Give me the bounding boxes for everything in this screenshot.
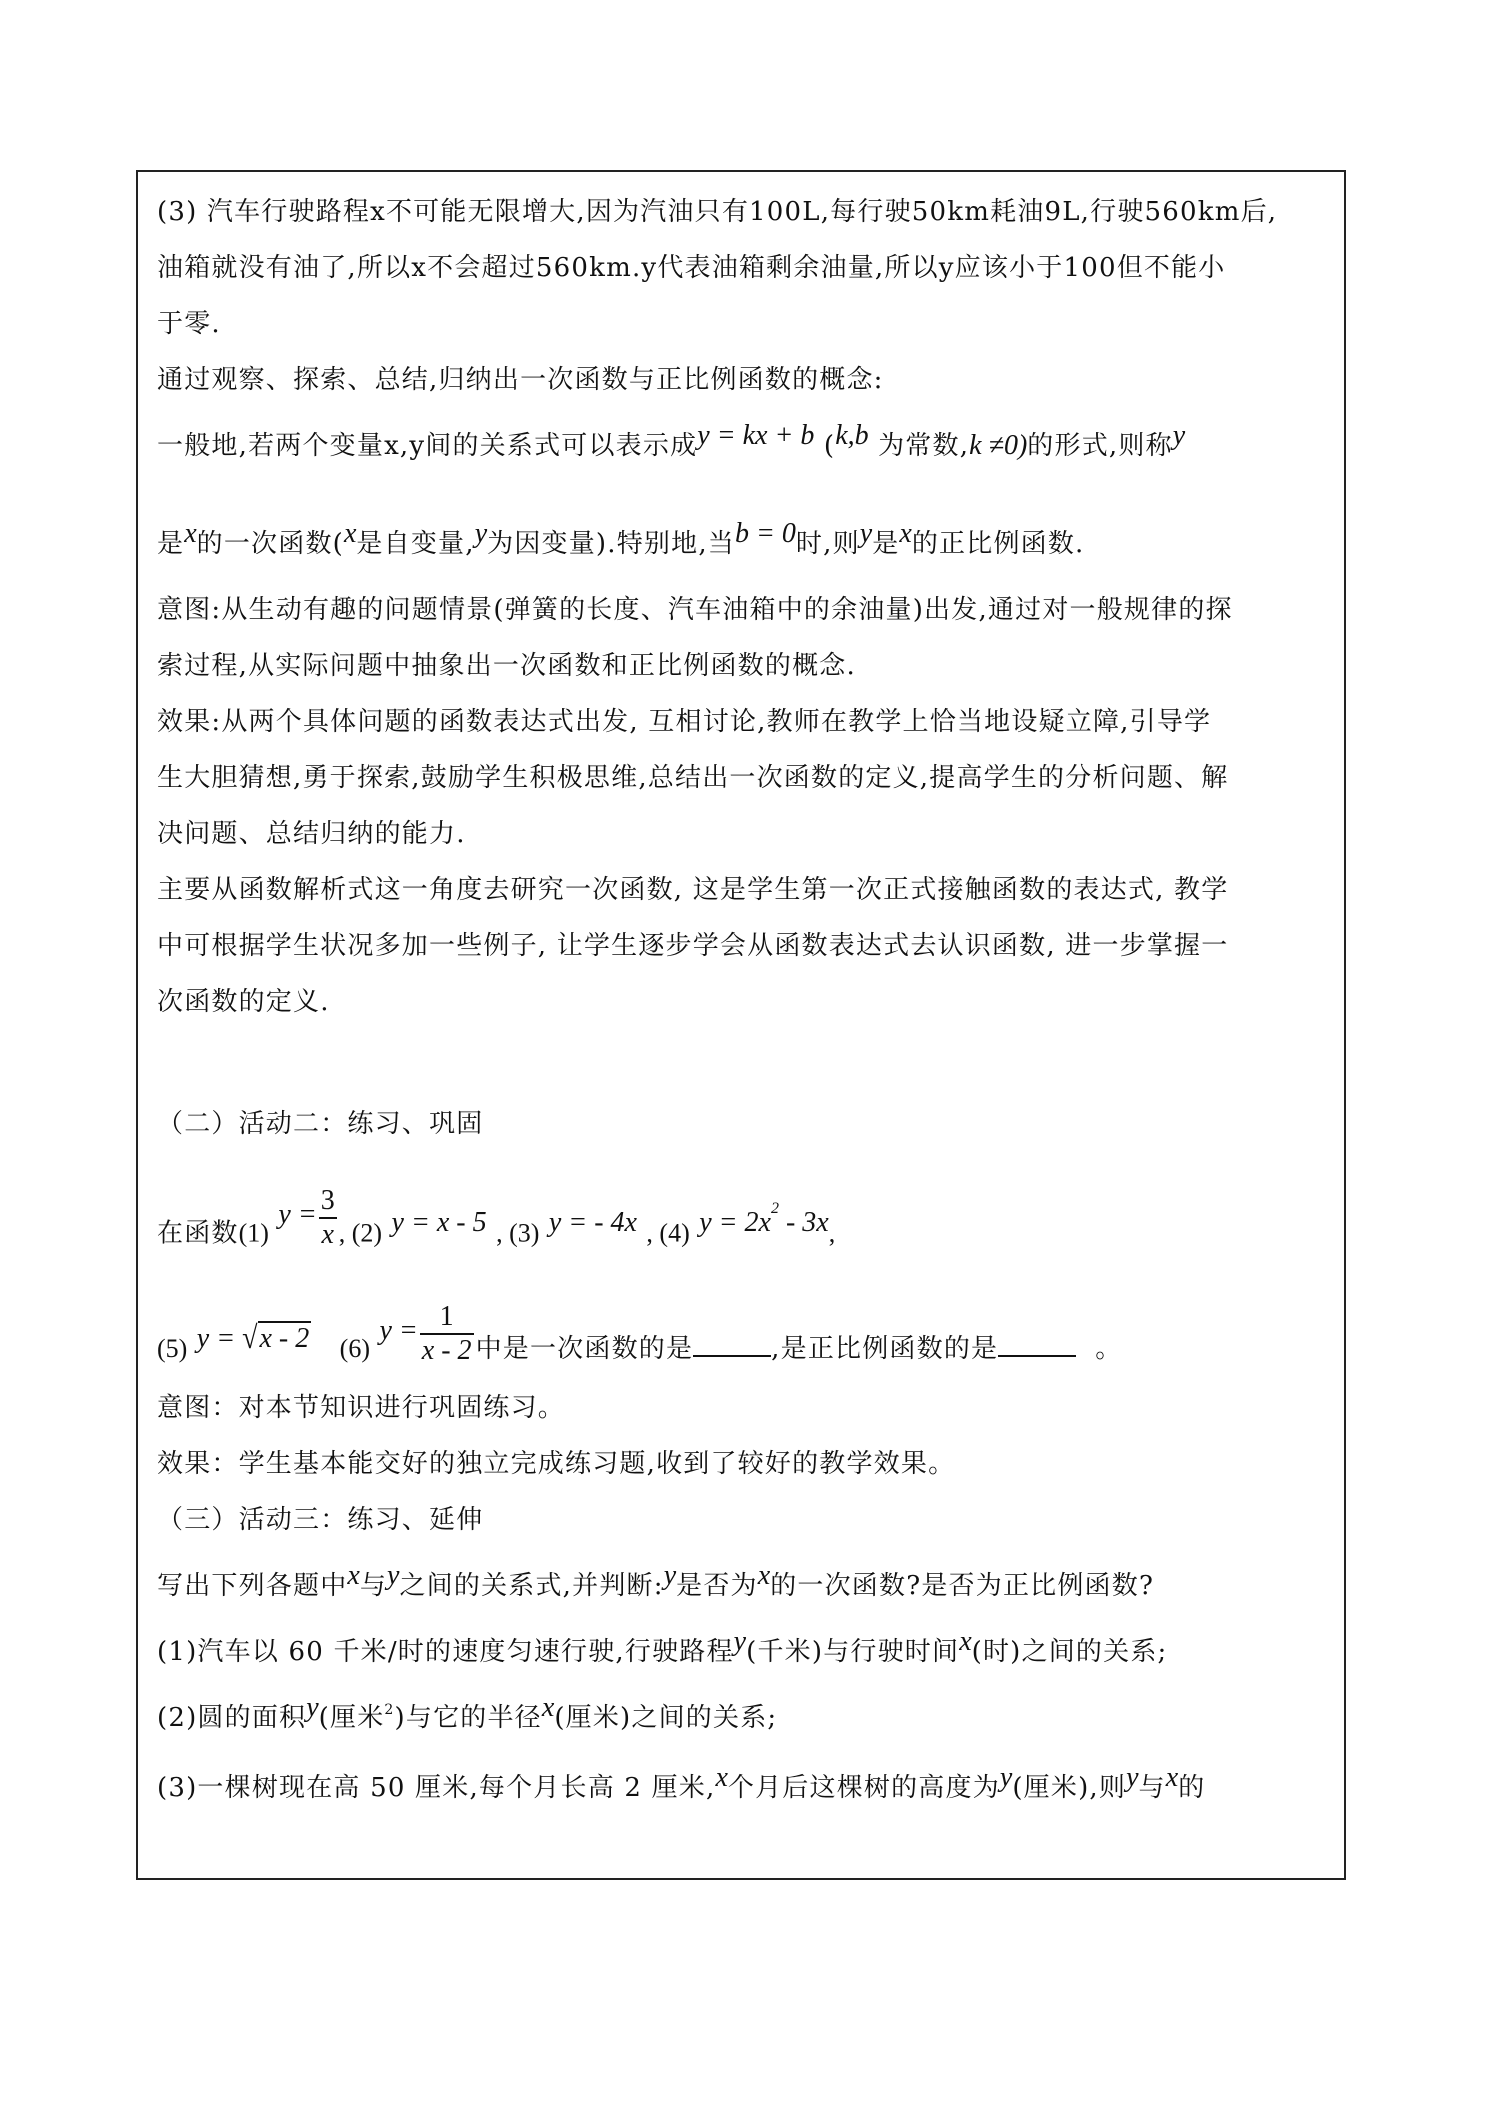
effect-line: 决问题、总结归纳的能力. xyxy=(157,819,466,849)
item-index: , (2) xyxy=(338,1218,383,1248)
text: 是 xyxy=(872,529,900,559)
var-x: x xyxy=(541,1692,555,1723)
text: 为因变量).特别地,当 xyxy=(487,529,735,559)
formula-4-exponent: 2 xyxy=(770,1200,779,1217)
exercise-1 xyxy=(157,1626,1328,1672)
text: 与 xyxy=(359,1571,388,1601)
text: , xyxy=(828,1218,836,1248)
exercise-3 xyxy=(157,1762,1328,1808)
formula-1-fraction xyxy=(319,1185,337,1251)
activity-3-title: （三）活动三：练习、延伸 xyxy=(157,1505,484,1535)
formula-k-nonzero: k ≠0) xyxy=(969,430,1028,461)
text: 之间的关系式,并判断: xyxy=(399,1571,664,1601)
fraction-denominator: x - 2 xyxy=(421,1335,472,1366)
formula-1-lhs: y = xyxy=(278,1199,317,1231)
exercise-2 xyxy=(157,1692,1328,1742)
activity-2-title: （二）活动二：练习、巩固 xyxy=(157,1109,484,1139)
text: 是 xyxy=(157,529,185,559)
formula-4-part: - 3x xyxy=(778,1207,829,1239)
paragraph-line: 于零. xyxy=(157,309,221,339)
item-index: , (3) xyxy=(496,1218,540,1248)
note-line: 主要从函数解析式这一角度去研究一次函数, 这是学生第一次正式接触函数的表达式, 教学 xyxy=(157,875,1229,905)
item-index: (1) xyxy=(238,1218,269,1248)
text: 写出下列各题中 xyxy=(157,1571,348,1601)
lesson-table-cell xyxy=(136,170,1346,1880)
text: 的正比例函数. xyxy=(911,529,1085,559)
note-line: 次函数的定义. xyxy=(157,987,330,1017)
exercise-functions-line-1 xyxy=(157,1178,1328,1256)
radical-sign: √ xyxy=(242,1320,258,1357)
text: 与 xyxy=(1138,1773,1166,1803)
text: 。 xyxy=(1095,1334,1123,1364)
formula-2: y = x - 5 xyxy=(391,1207,487,1239)
var-x: x xyxy=(715,1762,728,1793)
var-x: x xyxy=(184,518,197,549)
text: (1)汽车以 60 千米/时的速度匀速行驶,行驶路程 xyxy=(157,1637,734,1667)
paragraph-line: 油箱就没有油了,所以x不会超过560km.y代表油箱剩余油量,所以y应该小于100但不能小 xyxy=(157,253,1226,283)
var-y: y xyxy=(999,1762,1013,1793)
concept-intro: 通过观察、探索、总结,归纳出一次函数与正比例函数的概念: xyxy=(157,365,884,395)
exercise-functions-line-2 xyxy=(157,1300,1328,1378)
text: 的 xyxy=(1178,1773,1206,1803)
superscript: 2 xyxy=(384,1702,395,1718)
text: 是自变量, xyxy=(356,529,475,559)
var-y: y xyxy=(733,1626,747,1657)
answer-blank[interactable] xyxy=(998,1329,1076,1357)
item-index: , (4) xyxy=(646,1218,690,1248)
var-y: y xyxy=(1172,420,1186,451)
var-x: x xyxy=(347,1560,360,1591)
text: 为常数, xyxy=(878,431,970,461)
formula-4 xyxy=(699,1200,829,1239)
text: 时,则 xyxy=(795,529,860,559)
var-y: y xyxy=(663,1560,677,1591)
text: 的一次函数?是否为正比例函数? xyxy=(770,1571,1155,1601)
text: 是否为 xyxy=(676,1571,758,1601)
var-y: y xyxy=(387,1560,400,1591)
paragraph-line: (3) 汽车行驶路程x不可能无限增大,因为汽油只有100L,每行驶50km耗油9L,行驶560km后, xyxy=(157,197,1278,227)
item-index: (6) xyxy=(339,1334,370,1363)
text: 的一次函数( xyxy=(196,529,344,559)
lesson-content xyxy=(157,192,1328,1808)
text: 中是一次函数的是 xyxy=(475,1334,694,1364)
formula-4-part: y = 2x xyxy=(699,1207,771,1239)
text: 的形式,则称 xyxy=(1027,431,1173,461)
text: (厘米)之间的关系; xyxy=(554,1703,778,1733)
var-x: x xyxy=(757,1560,771,1591)
text: 在函数 xyxy=(157,1218,239,1249)
var-x: x xyxy=(899,518,912,549)
definition-line-1 xyxy=(157,420,1328,466)
item-index: (5) xyxy=(157,1334,188,1363)
formula-5-lhs: y = xyxy=(196,1323,243,1354)
activity-3-question xyxy=(157,1560,1328,1606)
formula-3: y = - 4x xyxy=(548,1207,637,1239)
formula-6-fraction xyxy=(420,1301,474,1367)
intent-line: 意图：对本节知识进行巩固练习。 xyxy=(157,1393,566,1423)
var-y: y xyxy=(1126,1762,1139,1793)
text: )与它的半径 xyxy=(394,1703,542,1733)
text: 个月后这棵树的高度为 xyxy=(727,1773,1000,1803)
formula-b-zero: b = 0 xyxy=(735,518,796,549)
intent-line: 意图:从生动有趣的问题情景(弹簧的长度、汽车油箱中的余油量)出发,通过对一般规律的探 xyxy=(157,595,1233,625)
text: (3)一棵树现在高 50 厘米,每个月长高 2 厘米, xyxy=(157,1773,716,1803)
var-x: x xyxy=(343,518,357,549)
definition-line-2 xyxy=(157,518,1328,564)
intent-line: 索过程,从实际问题中抽象出一次函数和正比例函数的概念. xyxy=(157,651,856,681)
var-x: x xyxy=(1165,1762,1179,1793)
radicand: x - 2 xyxy=(259,1323,310,1354)
answer-blank[interactable] xyxy=(693,1329,771,1357)
effect-line: 效果:从两个具体问题的函数表达式出发, 互相讨论,教师在教学上恰当地设疑立障,引导学 xyxy=(157,707,1212,737)
text: 一般地,若两个变量x,y间的关系式可以表示成 xyxy=(157,431,698,461)
text: (2)圆的面积 xyxy=(157,1703,307,1733)
var-y: y xyxy=(474,518,488,549)
effect-line: 生大胆猜想,勇于探索,鼓励学生积极思维,总结出一次函数的定义,提高学生的分析问题、解 xyxy=(157,763,1229,793)
text: (时)之间的关系; xyxy=(971,1637,1168,1667)
text: (厘米),则 xyxy=(1012,1773,1127,1803)
formula-linear: y = kx + b xyxy=(697,420,815,451)
fraction-denominator: x xyxy=(321,1219,334,1251)
effect-line: 效果：学生基本能交好的独立完成练习题,收到了较好的教学效果。 xyxy=(157,1449,956,1479)
var-y: y xyxy=(859,518,873,549)
fraction-numerator: 1 xyxy=(420,1301,474,1335)
formula-6-lhs: y = xyxy=(379,1315,418,1346)
var-x: x xyxy=(959,1626,972,1657)
text: (厘米 xyxy=(318,1703,385,1733)
text: ,是正比例函数的是 xyxy=(771,1334,999,1364)
formula-kb: k,b xyxy=(835,420,869,451)
note-line: 中可根据学生状况多加一些例子, 让学生逐步学会从函数表达式去认识函数, 进一步掌握一 xyxy=(157,931,1229,961)
text: ( xyxy=(823,431,836,461)
formula-5-sqrt xyxy=(242,1290,311,1388)
text: (千米)与行驶时间 xyxy=(746,1637,960,1667)
var-y: y xyxy=(306,1692,319,1723)
fraction-numerator: 3 xyxy=(319,1185,337,1219)
